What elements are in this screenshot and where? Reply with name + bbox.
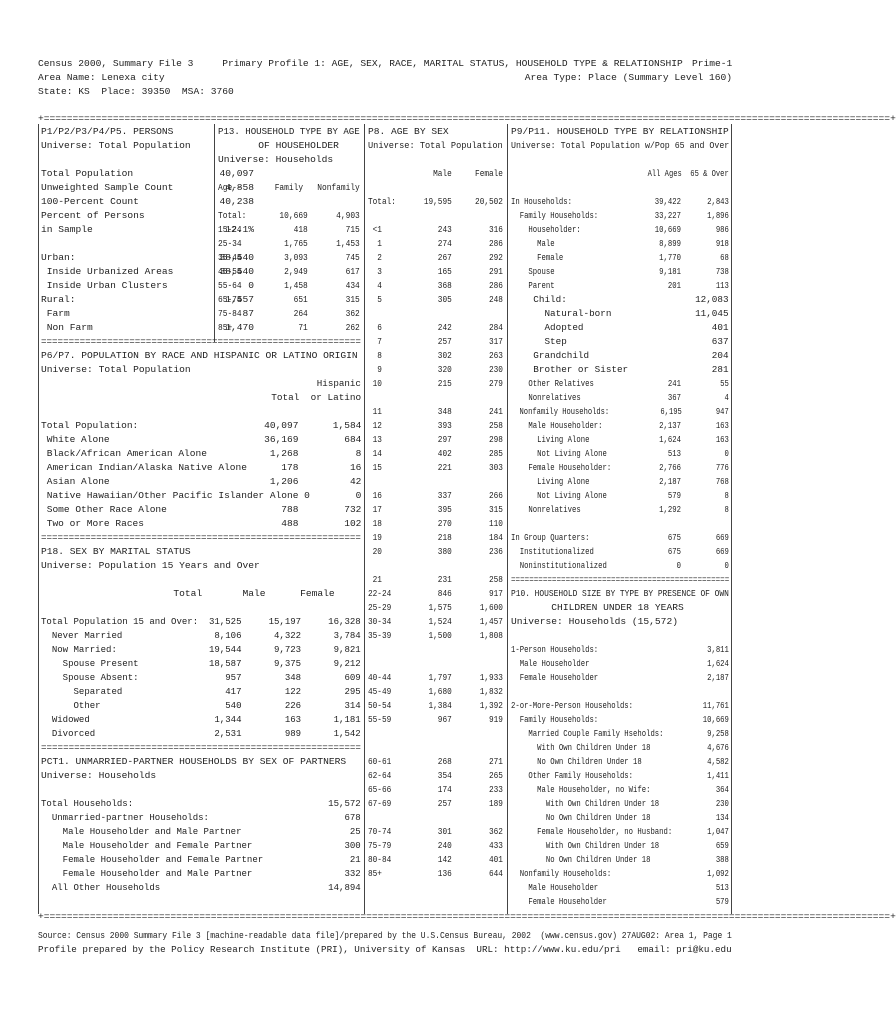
col2-line: Age-- Family Nonfamily — [218, 182, 360, 193]
col1-line: Female Householder and Female Partner 21 — [41, 854, 361, 865]
col3-line: P8. AGE BY SEX — [368, 126, 449, 137]
col3-line: Universe: Total Population — [368, 140, 503, 151]
col4-line: Institutionalized 675 669 — [511, 546, 729, 557]
col1-line: Farm 87 — [41, 308, 255, 319]
col1-line: White Alone 36,169 684 — [41, 434, 362, 445]
col3-line: 16 337 266 — [368, 490, 503, 501]
col3-line: 21 231 258 — [368, 574, 503, 585]
col1-line: Unweighted Sample Count 4,858 — [41, 182, 255, 193]
col4-line: Grandchild 204 — [511, 350, 729, 361]
col4-line: With Own Children Under 18 230 — [511, 798, 729, 809]
col1-line: Some Other Race Alone 788 732 — [41, 504, 362, 515]
col3-line: 20 380 236 — [368, 546, 503, 557]
col1-line: Non Farm 1,470 — [41, 322, 255, 333]
col3-line: 55-59 967 919 — [368, 714, 503, 725]
col4-line: P9/P11. HOUSEHOLD TYPE BY RELATIONSHIP — [511, 126, 729, 137]
column-household-relationship — [511, 125, 731, 909]
col3-line: 30-34 1,524 1,457 — [368, 616, 503, 627]
col4-line: Male Householder 1,624 — [511, 658, 729, 669]
column-divider-2 — [364, 124, 365, 914]
col3-line: 18 270 110 — [368, 518, 503, 529]
col4-line: 1-Person Households: 3,811 — [511, 644, 729, 655]
col4-line: Male 8,899 918 — [511, 238, 729, 249]
col1-line: Total Households: 15,572 — [41, 798, 361, 809]
col2-line: OF HOUSEHOLDER — [218, 140, 339, 151]
col4-line: Spouse 9,181 738 — [511, 266, 729, 277]
col4-line: Living Alone 2,187 768 — [511, 476, 729, 487]
col1-line: Hispanic — [41, 378, 361, 389]
column-divider-3 — [507, 124, 508, 914]
col1-line: All Other Households 14,894 — [41, 882, 361, 893]
col4-line: Universe: Households (15,572) — [511, 616, 678, 627]
col2-line: 45-54 2,949 617 — [218, 266, 360, 277]
col1-line: Total Population 15 and Over: 31,525 15,197 16,328 — [41, 616, 361, 627]
top-rule: +===================================================================================================================================================+ — [38, 113, 896, 124]
col4-line: Nonrelatives 367 4 — [511, 392, 729, 403]
col2-line: 85+ 71 262 — [218, 322, 360, 333]
col4-line: Parent 201 113 — [511, 280, 729, 291]
col3-line: 25-29 1,575 1,600 — [368, 602, 503, 613]
col2-line: 55-64 1,458 434 — [218, 280, 360, 291]
col4-line: With Own Children Under 18 659 — [511, 840, 729, 851]
col2-line: 35-44 3,093 745 — [218, 252, 360, 263]
col1-line: in Sample 12.1% — [41, 224, 255, 235]
col4-line: Male Householder: 2,137 163 — [511, 420, 729, 431]
col3-line: 85+ 136 644 — [368, 868, 503, 879]
col4-line: Family Households: 33,227 1,896 — [511, 210, 729, 221]
col2-line: 65-74 651 315 — [218, 294, 360, 305]
col3-line: 70-74 301 362 — [368, 826, 503, 837]
col4-line: Noninstitutionalized 0 0 — [511, 560, 729, 571]
col3-line: 6 242 284 — [368, 322, 503, 333]
col3-line: 8 302 263 — [368, 350, 503, 361]
col3-line: 17 395 315 — [368, 504, 503, 515]
col1-line: Asian Alone 1,206 42 — [41, 476, 362, 487]
col2-line: 75-84 264 362 — [218, 308, 360, 319]
col3-line: 7 257 317 — [368, 336, 503, 347]
col3-line: 80-84 142 401 — [368, 854, 503, 865]
col4-line: Other Family Households: 1,411 — [511, 770, 729, 781]
col3-line: 40-44 1,797 1,933 — [368, 672, 503, 683]
col4-line: No Own Children Under 18 388 — [511, 854, 729, 865]
col3-line: 9 320 230 — [368, 364, 503, 375]
header-area-type: Area Type: Place (Summary Level 160) — [524, 72, 732, 83]
col4-line: Female Householder, no Husband: 1,047 — [511, 826, 729, 837]
col4-line: Family Households: 10,669 — [511, 714, 729, 725]
header-state-place: State: KS Place: 39350 MSA: 3760 — [38, 86, 234, 97]
col3-line: 60-61 268 271 — [368, 756, 503, 767]
col1-line: Spouse Present 18,587 9,375 9,212 — [41, 658, 361, 669]
col1-line: Universe: Total Population — [41, 364, 191, 375]
footer-source: Source: Census 2000 Summary File 3 [machine-readable data file]/prepared by the U.S.Census Bureau, 2002 (www.census.gov) 27AUG02: Area 1, Page 1 — [38, 930, 732, 941]
col3-line: 1 274 286 — [368, 238, 503, 249]
col1-line: Female Householder and Male Partner 332 — [41, 868, 361, 879]
col4-line: In Households: 39,422 2,843 — [511, 196, 729, 207]
header-title: Census 2000, Summary File 3 Primary Profile 1: AGE, SEX, RACE, MARITAL STATUS, HOUSEHOLD TYPE & RELATIONSHIP — [38, 58, 683, 69]
col1-line: P18. SEX BY MARITAL STATUS — [41, 546, 191, 557]
col2-line: 15-24 418 715 — [218, 224, 360, 235]
col4-line: Living Alone 1,624 163 — [511, 434, 729, 445]
col3-line: Male Female — [368, 168, 503, 179]
col1-line: Total or Latino — [41, 392, 362, 403]
col2-line: P13. HOUSEHOLD TYPE BY AGE — [218, 126, 360, 137]
col1-line: P6/P7. POPULATION BY RACE AND HISPANIC OR LATINO ORIGIN — [41, 350, 358, 361]
col4-line: Female Householder 2,187 — [511, 672, 729, 683]
footer-prepared-by: Profile prepared by the Policy Research Institute (PRI), University of Kansas URL: http://www.ku.edu/pri email: pri@ku.edu — [38, 944, 732, 955]
col4-line: All Ages 65 & Over — [511, 168, 729, 179]
column-age-by-sex — [368, 125, 506, 881]
header-area-name: Area Name: Lenexa city — [38, 72, 165, 83]
col1-line: Male Householder and Male Partner 25 — [41, 826, 361, 837]
col3-line: 4 368 286 — [368, 280, 503, 291]
col3-line: 12 393 258 — [368, 420, 503, 431]
col4-line: Step 637 — [511, 336, 729, 347]
col1-line: 100-Percent Count 40,238 — [41, 196, 255, 207]
col3-line: Total: 19,595 20,502 — [368, 196, 503, 207]
col4-line: Male Householder 513 — [511, 882, 729, 893]
col4-line: Natural-born 11,045 — [511, 308, 729, 319]
col1-line: ========================================================== — [41, 532, 361, 543]
col3-line: 62-64 354 265 — [368, 770, 503, 781]
col4-line: Male Householder, no Wife: 364 — [511, 784, 729, 795]
col1-line: Rural: 1,557 — [41, 294, 255, 305]
col4-line: 2-or-More-Person Households: 11,761 — [511, 700, 729, 711]
col4-line: Householder: 10,669 986 — [511, 224, 729, 235]
col3-line: 3 165 291 — [368, 266, 503, 277]
col4-line: Brother or Sister 281 — [511, 364, 729, 375]
col1-line: Urban: 38,540 — [41, 252, 255, 263]
col3-line: 35-39 1,500 1,808 — [368, 630, 503, 641]
col4-line: Other Relatives 241 55 — [511, 378, 729, 389]
col1-line: Widowed 1,344 163 1,181 — [41, 714, 361, 725]
col4-line: P10. HOUSEHOLD SIZE BY TYPE BY PRESENCE OF OWN — [511, 588, 729, 599]
col1-line: Divorced 2,531 989 1,542 — [41, 728, 361, 739]
col1-line: Spouse Absent: 957 348 609 — [41, 672, 361, 683]
col3-line: 50-54 1,384 1,392 — [368, 700, 503, 711]
col1-line: Male Householder and Female Partner 300 — [41, 840, 361, 851]
col1-line: Black/African American Alone 1,268 8 — [41, 448, 362, 459]
col1-line: Total Population 40,097 — [41, 168, 255, 179]
col4-line: Adopted 401 — [511, 322, 729, 333]
header-prime-label: Prime-1 — [692, 58, 733, 69]
col4-line: Female Householder: 2,766 776 — [511, 462, 729, 473]
col1-line: Universe: Households — [41, 770, 157, 781]
col4-line: Universe: Total Population w/Pop 65 and Over — [511, 140, 730, 151]
col4-line: No Own Children Under 18 4,582 — [511, 756, 729, 767]
col1-line: Native Hawaiian/Other Pacific Islander Alone 0 0 — [41, 490, 362, 501]
col3-line: 13 297 298 — [368, 434, 503, 445]
column-household-type-by-age — [218, 125, 363, 335]
col2-line: 25-34 1,765 1,453 — [218, 238, 360, 249]
col3-line: 14 402 285 — [368, 448, 503, 459]
col3-line: 45-49 1,680 1,832 — [368, 686, 503, 697]
col1-line: Other 540 226 314 — [41, 700, 361, 711]
col1-line: Universe: Total Population — [41, 140, 191, 151]
col3-line: <1 243 316 — [368, 224, 503, 235]
col1-line: Total Male Female — [41, 588, 335, 599]
col1-line: Inside Urban Clusters 0 — [41, 280, 255, 291]
col1-line: PCT1. UNMARRIED-PARTNER HOUSEHOLDS BY SEX OF PARTNERS — [41, 756, 347, 767]
col4-line: No Own Children Under 18 134 — [511, 812, 729, 823]
col3-line: 10 215 279 — [368, 378, 503, 389]
col2-line: Universe: Households — [218, 154, 334, 165]
col1-line: ========================================================== — [41, 336, 361, 347]
col1-line: Total Population: 40,097 1,584 — [41, 420, 362, 431]
col1-line: American Indian/Alaska Native Alone 178 16 — [41, 462, 362, 473]
col4-line: Child: 12,083 — [511, 294, 729, 305]
col1-line: Never Married 8,106 4,322 3,784 — [41, 630, 361, 641]
col4-line: Female Householder 579 — [511, 896, 729, 907]
column-divider-left — [38, 124, 39, 914]
col4-line: Not Living Alone 513 0 — [511, 448, 729, 459]
col1-line: Unmarried-partner Households: 678 — [41, 812, 361, 823]
col4-line: Nonfamily Households: 6,195 947 — [511, 406, 729, 417]
col1-line: Now Married: 19,544 9,723 9,821 — [41, 644, 361, 655]
col3-line: 65-66 174 233 — [368, 784, 503, 795]
col4-line: ================================================ — [511, 574, 730, 585]
col1-line: Two or More Races 488 102 — [41, 518, 362, 529]
col3-line: 19 218 184 — [368, 532, 503, 543]
col3-line: 5 305 248 — [368, 294, 503, 305]
col1-line: Separated 417 122 295 — [41, 686, 361, 697]
col4-line: Not Living Alone 579 8 — [511, 490, 729, 501]
col1-line: P1/P2/P3/P4/P5. PERSONS — [41, 126, 174, 137]
col4-line: Nonfamily Households: 1,092 — [511, 868, 729, 879]
col3-line: 11 348 241 — [368, 406, 503, 417]
col3-line: 75-79 240 433 — [368, 840, 503, 851]
column-divider-right — [731, 124, 732, 914]
col3-line: 15 221 303 — [368, 462, 503, 473]
col3-line: 67-69 257 189 — [368, 798, 503, 809]
col1-line: ========================================================== — [41, 742, 361, 753]
bottom-rule: +===================================================================================================================================================+ — [38, 911, 896, 922]
col1-line: Universe: Population 15 Years and Over — [41, 560, 260, 571]
col3-line: 22-24 846 917 — [368, 588, 503, 599]
col4-line: Nonrelatives 1,292 8 — [511, 504, 729, 515]
col3-line: 2 267 292 — [368, 252, 503, 263]
col1-line: Percent of Persons — [41, 210, 145, 221]
col4-line: CHILDREN UNDER 18 YEARS — [511, 602, 684, 613]
col4-line: Married Couple Family Hseholds: 9,258 — [511, 728, 729, 739]
col4-line: In Group Quarters: 675 669 — [511, 532, 729, 543]
col4-line: With Own Children Under 18 4,676 — [511, 742, 729, 753]
col1-line: Inside Urbanized Areas 38,540 — [41, 266, 255, 277]
col2-line: Total: 10,669 4,903 — [218, 210, 360, 221]
col4-line: Female 1,770 68 — [511, 252, 729, 263]
